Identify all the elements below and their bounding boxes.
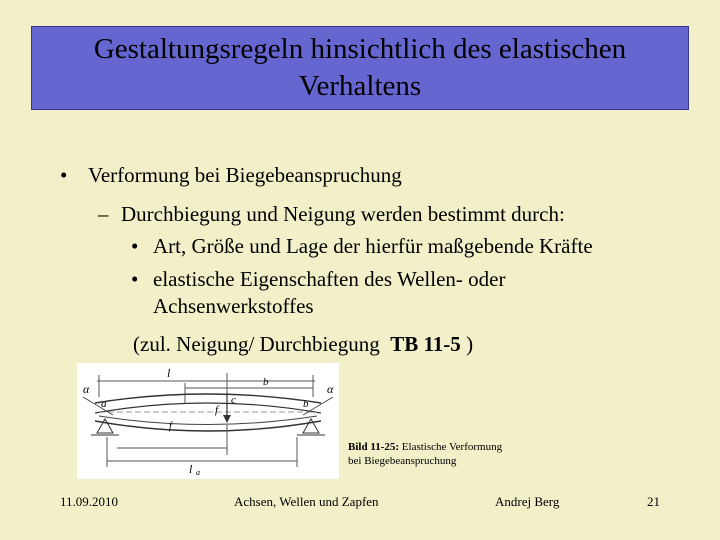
- caption-line-1: [348, 440, 502, 454]
- footer-page-number: 21: [647, 494, 660, 509]
- sub-sub-bullet-1: Art, Größe und Lage der hierfür maßgebende Kräfte: [153, 234, 593, 258]
- sub-sub-bullet-2-line-2: Achsenwerkstoffes: [153, 294, 314, 318]
- footer-topic: Achsen, Wellen und Zapfen: [234, 494, 379, 509]
- note-suffix: ): [466, 332, 474, 356]
- label-c: c: [231, 394, 236, 406]
- title-line-2: Verhaltens: [298, 70, 422, 102]
- label-l-top: l: [167, 366, 171, 380]
- label-l-bottom-sub: a: [196, 468, 200, 477]
- deflection-diagram: [77, 363, 339, 479]
- bullet-dot: •: [60, 163, 68, 187]
- bullet-dot: •: [131, 234, 139, 258]
- footer-author: Andrej Berg: [495, 494, 560, 509]
- label-alpha-a: α: [83, 382, 90, 396]
- figure-caption: [348, 440, 502, 468]
- label-alpha-b: α: [327, 382, 334, 396]
- title-line-1: Gestaltungsregeln hinsichtlich des elastischen: [93, 33, 627, 65]
- label-f: f: [215, 404, 219, 416]
- note-reference: TB 11-5: [390, 332, 461, 356]
- bullet-1: Verformung bei Biegebeanspruchung: [88, 163, 402, 187]
- label-b: b: [303, 398, 309, 410]
- slide-title: [31, 26, 689, 110]
- caption-label: Bild 11-25:: [348, 441, 400, 453]
- note-line: [133, 331, 473, 357]
- deflection-figure: [77, 363, 339, 479]
- caption-text-1: Elastische Verformung: [401, 441, 503, 453]
- sub-bullet-1: Durchbiegung und Neigung werden bestimmt durch:: [121, 202, 565, 226]
- footer-date: 11.09.2010: [60, 494, 119, 509]
- sub-sub-bullet-2-line-1: elastische Eigenschaften des Wellen- oder: [153, 267, 506, 291]
- label-l-bottom: l: [189, 462, 193, 476]
- caption-line-2: bei Biegebeanspruchung: [348, 455, 457, 467]
- label-f-small: f: [169, 421, 172, 432]
- label-a: a: [101, 398, 107, 410]
- note-prefix: (zul. Neigung/ Durchbiegung: [133, 332, 380, 356]
- bullet-dot: •: [131, 267, 139, 291]
- dash-marker: –: [98, 202, 109, 226]
- label-b-top: b: [263, 376, 269, 388]
